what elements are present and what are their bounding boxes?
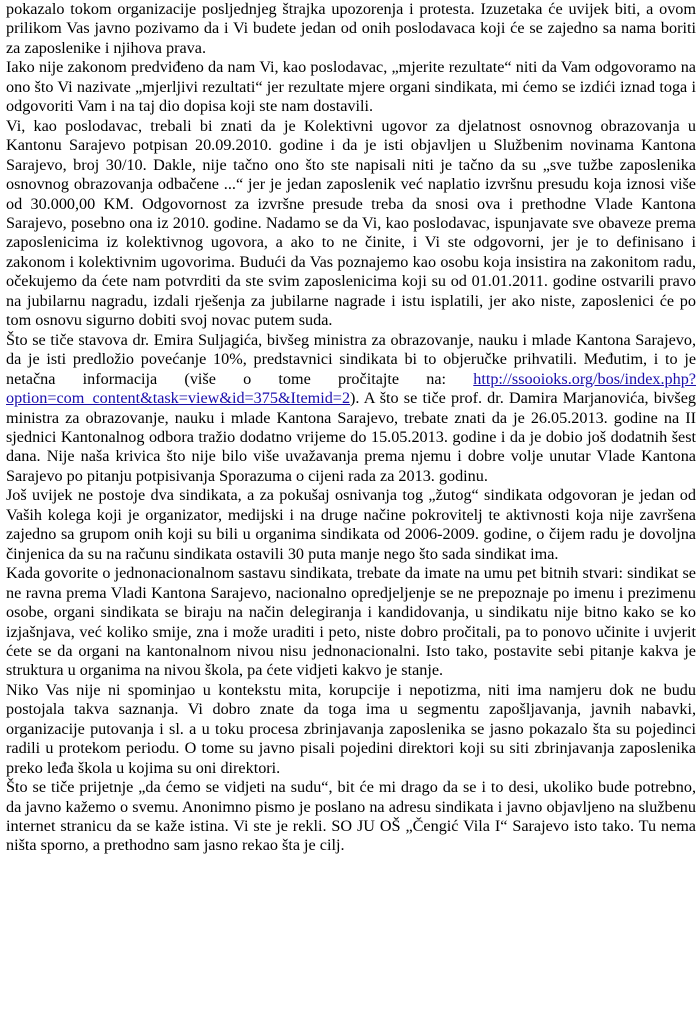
paragraph-measurable-results: Iako nije zakonom predviđeno da nam Vi, kao poslodavac, „mjerite rezultate“ niti da Vam odgovoramo na ono što Vi nazivate „mjerljivi rezultati“ jer rezultate mjere organi sindikata, mi ćemo se izdići iznad toga i odgovoriti Vam i na taj dio dopisa koji ste nam dostavili. — [6, 58, 696, 116]
paragraph-two-unions: Još uvijek ne postoje dva sindikata, a za pokušaj osnivanja tog „žutog“ sindikata odgovoran je jedan od Vaših kolega koji je organizator, medijski i na druge načine pokrovitelj te aktivnosti koja nije završena zajedno sa grupom onih koji su bili u organima sindikata od 2006-2009. godine, o čijem radu je dovoljna činjenica da su na računu sindikata ostavili 30 puta manje nego što sada sindikat ima. — [6, 486, 696, 563]
paragraph-collective-agreement: Vi, kao poslodavac, trebali bi znati da je Kolektivni ugovor za djelatnost osnovnog obrazovanja u Kantonu Sarajevo potpisan 20.09.2010. godine i da je isti objavljen u Službenim novinama Kantona Sarajevo, broj 30/10. Dakle, nije tačno ono što ste napisali niti je tačno da su „sve tužbe zaposlenika osnovnog obrazovanja odbačene ...“ jer je jedan zaposlenik već naplatio izvršnu presudu koja iznosi više od 30.000,00 KM. Odgovornost za izvršne presude treba da snosi ova i prethodne Vlade Kantona Sarajevo, posebno ona iz 2010. godine. Nadamo se da Vi, kao poslodavac, ispunjavate sve obaveze prema zaposlenicima iz kolektivnog ugovora, a ako to ne činite, i Vi ste odgovorni, jer je to definisano i zakonom i kolektivnim ugovorima. Budući da Vas poznajemo kao osobu koja insistira na zakonitom radu, očekujemo da ćete nam potvrditi da ste svim zaposlenicima koji su od 01.01.2011. godine ostvarili pravo na jubilarnu nagradu, izdali rješenja za jubilarne nagrade i istu isplatili, jer ako niste, zaposlenici će po tom osnovu sigurno dobiti svoj novac putem suda. — [6, 116, 696, 330]
paragraph-ministers — [6, 331, 696, 487]
paragraph-ministers-text-after: ). A što se tiče prof. dr. Damira Marjanovića, bivšeg ministra za obrazovanje, nauku i mlade Kantona Sarajevo, trebate znati da je 26.05.2013. godine na II sjednici Kantonalnog odbora tražio dodatno vrijeme do 15.05.2013. godine i da je dobio još dodatnih šest dana. Nije naša krivica što nije bilo više uvažavanja prema njemu i dobre volje unutar Vlade Kantona Sarajevo po pitanju potpisivanja Sporazuma o cijeni rada za 2013. godinu. — [6, 389, 696, 485]
sindikat-article-link[interactable]: http://ssooioks.org/bos/index.php?option=com_content&task=view&id=375&Itemid=2 — [6, 369, 696, 408]
paragraph-mononational: Kada govorite o jednonacionalnom sastavu sindikata, trebate da imate na umu pet bitnih stvari: sindikat se ne ravna prema Vladi Kantona Sarajevo, nacionalno opredjeljenje se ne prepoznaje po imenu i prezimenu osobe, organi sindikata se biraju na način delegiranja i kandidovanja, u sindikatu nije bitno kako se ko izjašnjava, već koliko smije, zna i može uraditi i peto, niste dobro pročitali, pa to ponovo učinite i uvjerit ćete se da organi na kantonalnom nivou nisu jednonacionalni. Isto tako, postavite sebi pitanje kakva je struktura u organima na nivou škola, pa ćete vidjeti kakvo je stanje. — [6, 564, 696, 680]
document-body — [6, 0, 696, 856]
paragraph-ministers-text-before: Što se tiče stavova dr. Emira Suljagića, bivšeg ministra za obrazovanje, nauku i mlade Kantona Sarajevo, da je isti predložio povećanje 10%, predstavnici sindikata bi to objeručke prihvatili. Međutim, i to je netačna informacija (više o tome pročitajte na: — [6, 330, 696, 388]
paragraph-court-threat: Što se tiče prijetnje „da ćemo se vidjeti na sudu“, bit će mi drago da se i to desi, ukoliko bude potrebno, da javno kažemo o svemu. Anonimno pismo je poslano na adresu sindikata i javno objavljeno na službenu internet stranicu da se kaže istina. Vi ste je rekli. SO JU OŠ „Čengić Vila I“ Sarajevo isto tako. Tu nema ništa sporno, a prethodno sam jasno rekao šta je cilj. — [6, 778, 696, 855]
paragraph-strike-intro: pokazalo tokom organizacije posljednjeg štrajka upozorenja i protesta. Izuzetaka će uvijek biti, a ovom prilikom Vas javno pozivamo da i Vi budete jedan od onih poslodavaca koji će se zajedno sa nama boriti za zaposlenike i njihova prava. — [6, 0, 696, 57]
paragraph-corruption: Niko Vas nije ni spominjao u kontekstu mita, korupcije i nepotizma, niti ima namjeru dok ne budu postojala takva saznanja. Vi dobro znate da toga ima u segmentu zapošljavanja, javnih nabavki, organizacije putovanja i sl. a u toku procesa zbrinjavanja zaposlenika se jasno pokazalo šta su pojedinci radili u protekom periodu. O tome su javno pisali pojedini direktori koji su siti zbrinjavanja zaposlenika preko leđa škola u kojima su oni direktori. — [6, 680, 696, 777]
